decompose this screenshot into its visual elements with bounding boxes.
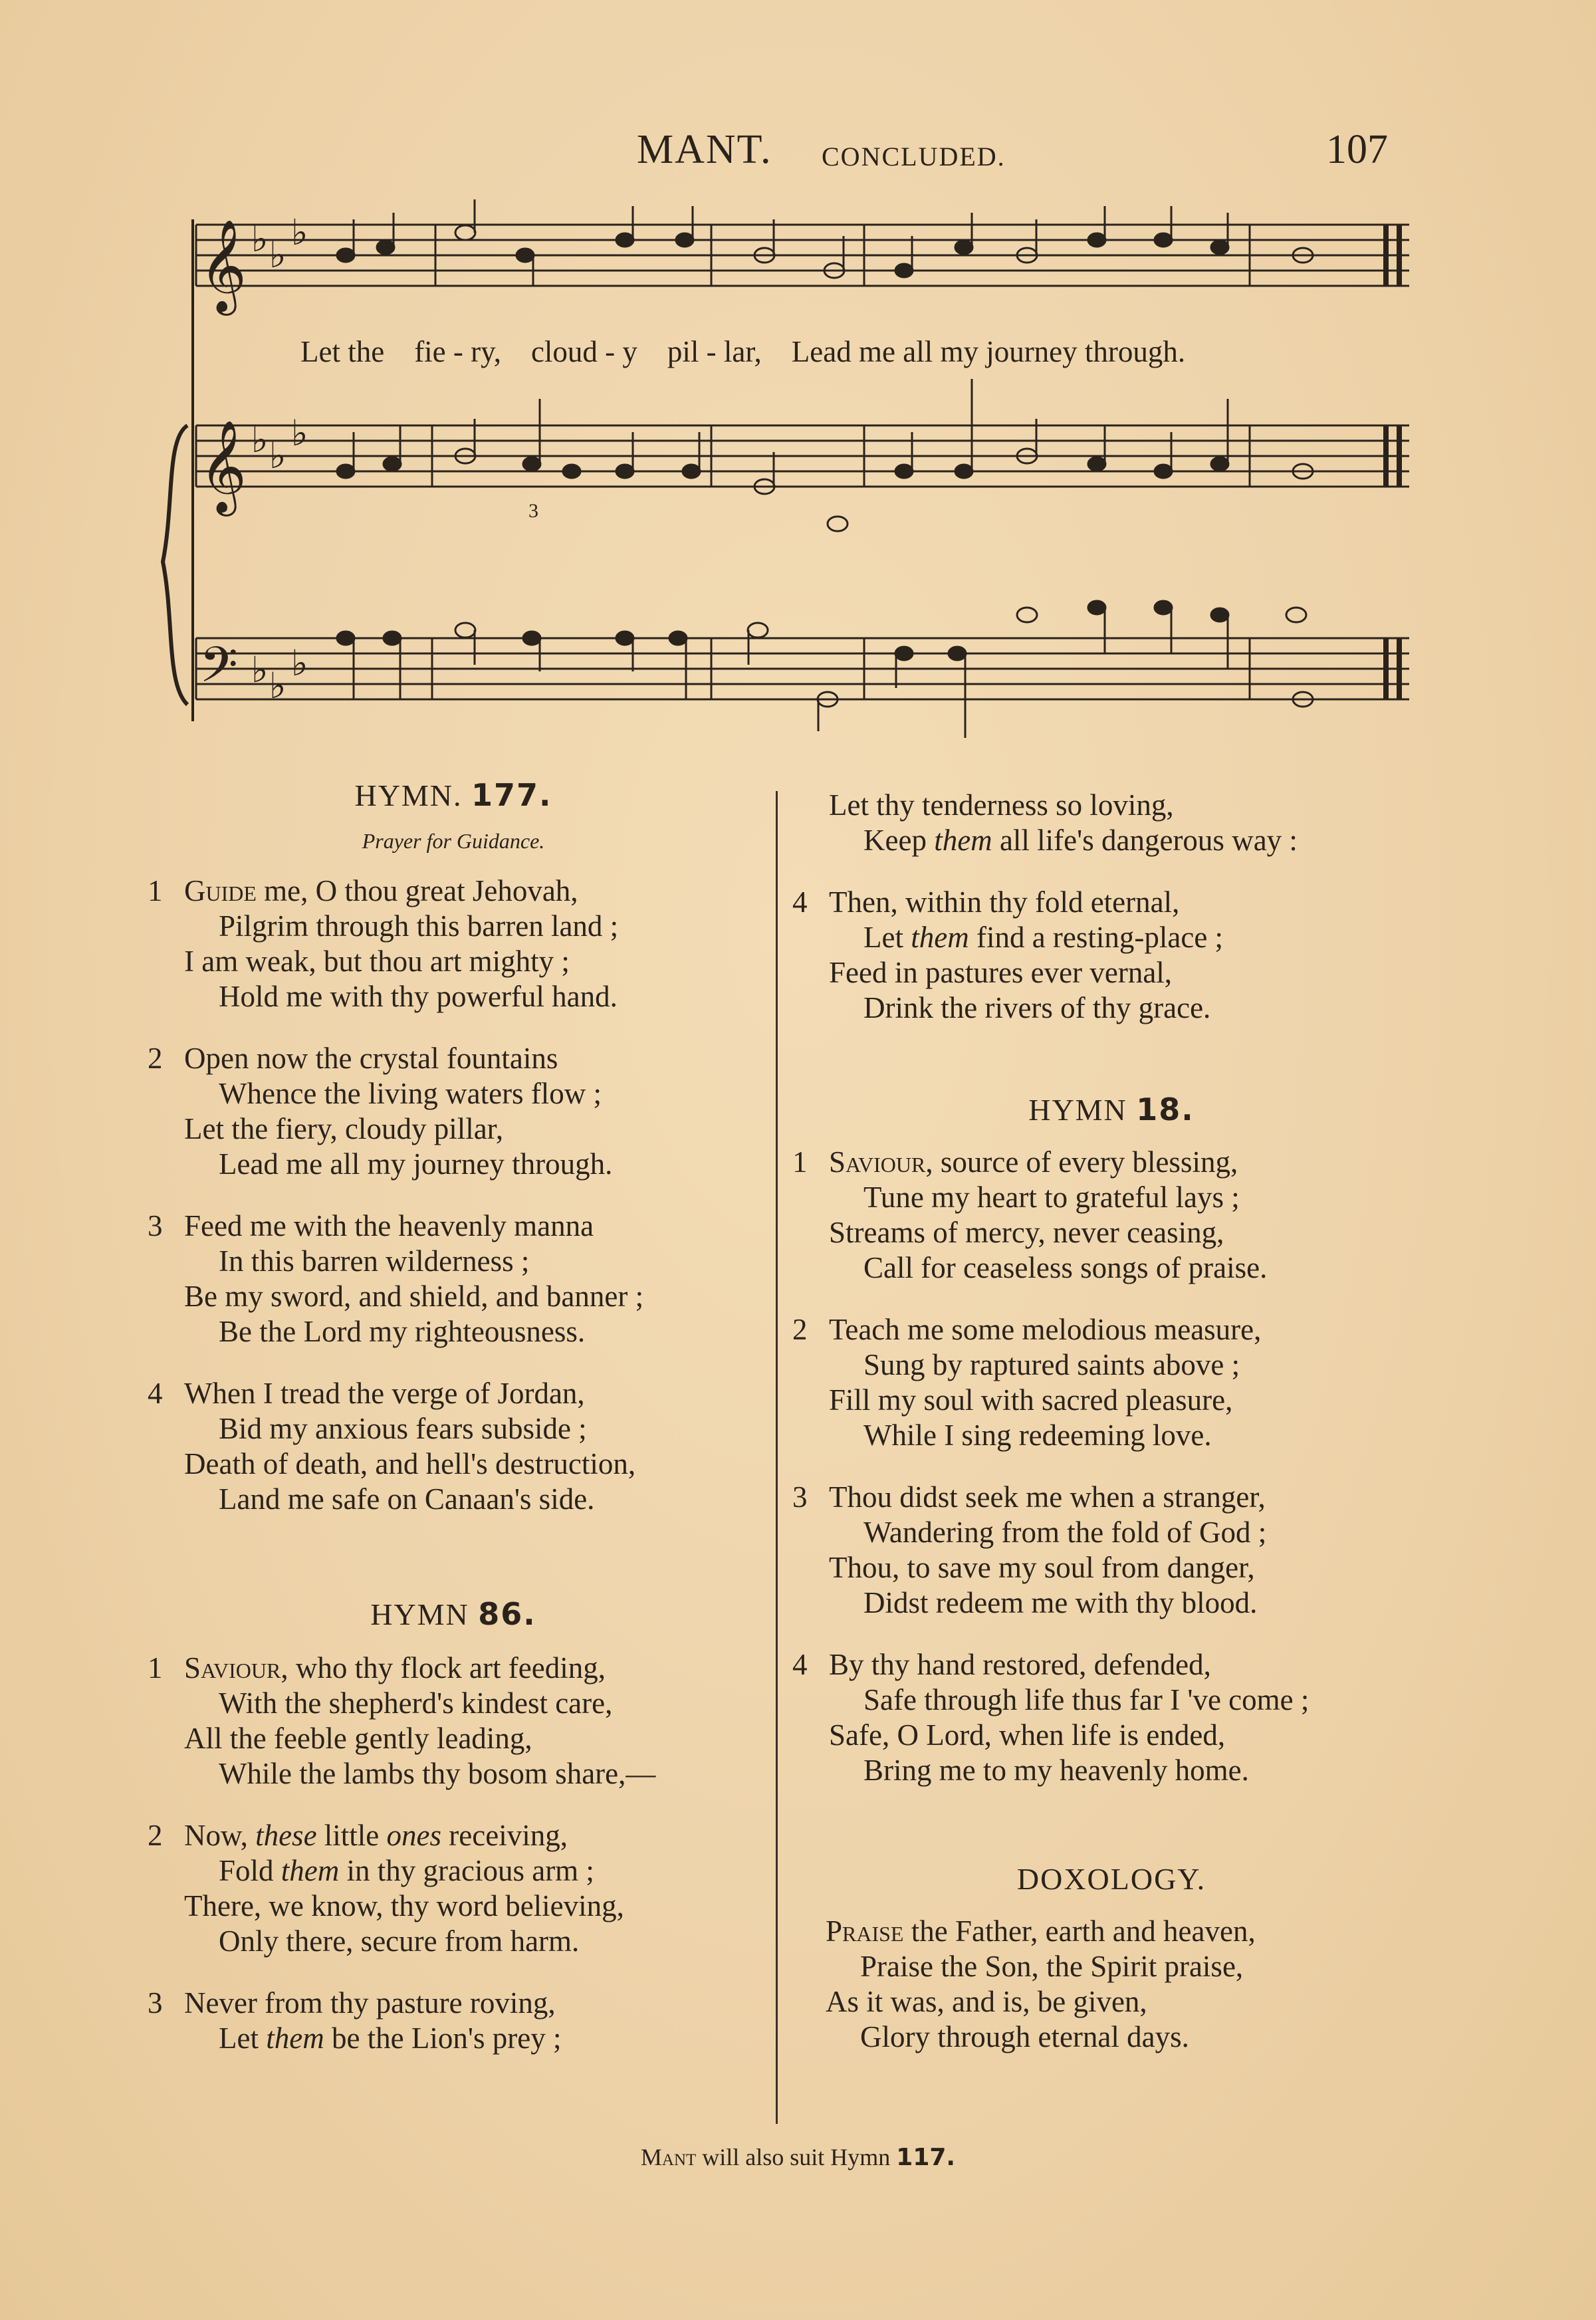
svg-text:♭: ♭: [269, 435, 286, 477]
music-lyrics: Let the fie - ry, cloud - y pil - lar, Lead me all my journey through.: [300, 335, 1186, 368]
svg-text:♭: ♭: [291, 642, 308, 684]
hymn-86-stanza-3-continued: Let thy tenderness so loving, Keep them all life's dangerous way :: [829, 788, 1298, 857]
treble-clef-icon: 𝄞: [199, 420, 247, 513]
hymn-86-stanza-4: 4 Then, within thy fold eternal, Let them find a resting-place ; Feed in pastures ever vernal, Drink the rivers of thy grace.: [792, 885, 1224, 1024]
hymn-86-stanza-3: 3 Never from thy pasture roving, Let them be the Lion's prey ;: [148, 1986, 562, 2055]
hymn-18-heading: HYMN 18.: [1028, 1092, 1195, 1127]
svg-text:♭: ♭: [251, 218, 269, 260]
right-column: [792, 788, 1430, 2081]
hymn-18-stanza-3: 3 Thou didst seek me when a stranger, Wandering from the fold of God ; Thou, to save my soul from danger, Didst redeem me with thy blood.: [792, 1480, 1267, 1619]
page-number: 107: [1326, 127, 1388, 172]
svg-text:♭: ♭: [251, 419, 269, 461]
footer-note: Mant will also suit Hymn 117.: [640, 2144, 956, 2171]
left-column: [148, 778, 759, 2083]
hymn-177-stanza-4: 4 When I tread the verge of Jordan, Bid my anxious fears subside ; Death of death, and hell's destruction, Land me safe on Canaan's side.: [148, 1377, 636, 1516]
triplet-mark: 3: [528, 500, 538, 522]
music-score: [0, 0, 1596, 745]
hymn-177-stanza-3: 3 Feed me with the heavenly manna In this barren wilderness ; Be my sword, and shield, and banner ; Be the Lord my righteousness.: [148, 1209, 644, 1348]
hymn-18-stanza-2: 2 Teach me some melodious measure, Sung by raptured saints above ; Fill my soul with sacred pleasure, While I sing redeeming love.: [792, 1313, 1262, 1452]
hymn-86-stanza-1: 1 Saviour, who thy flock art feeding, With the shepherd's kindest care, All the feeble gently leading, While the lambs thy bosom share,—: [148, 1651, 656, 1790]
treble-clef-icon: 𝄞: [199, 219, 247, 312]
svg-text:♭: ♭: [291, 412, 308, 454]
doxology-stanza: Praise the Father, earth and heaven, Praise the Son, the Spirit praise, As it was, and is, be given, Glory through eternal days.: [826, 1914, 1256, 2053]
hymn-177-heading: HYMN. 177.: [354, 777, 552, 813]
svg-text:♭: ♭: [251, 649, 269, 691]
column-divider: [776, 791, 778, 2124]
bass-clef-icon: 𝄢: [199, 636, 238, 706]
hymn-86-heading: HYMN 86.: [370, 1596, 536, 1632]
tune-title: MANT.: [637, 127, 772, 172]
tune-subtitle: CONCLUDED.: [822, 142, 1006, 172]
doxology-heading: DOXOLOGY.: [1016, 1862, 1206, 1896]
hymn-18-stanza-1: 1 Saviour, source of every blessing, Tune my heart to grateful lays ; Streams of mercy, never ceasing, Call for ceaseless songs of praise.: [792, 1145, 1268, 1284]
svg-text:♭: ♭: [269, 234, 286, 276]
svg-text:♭: ♭: [269, 665, 286, 707]
svg-text:♭: ♭: [291, 211, 308, 253]
hymn-18-stanza-4: 4 By thy hand restored, defended, Safe through life thus far I 've come ; Safe, O Lord, when life is ended, Bring me to my heavenly home.: [792, 1648, 1310, 1787]
hymn-86-stanza-2: 2 Now, these little ones receiving, Fold them in thy gracious arm ; There, we know, thy word believing, Only there, secure from harm.: [148, 1819, 624, 1958]
hymn-177-stanza-1: 1 Guide me, O thou great Jehovah, Pilgrim through this barren land ; I am weak, but thou art mighty ; Hold me with thy powerful hand.: [148, 874, 619, 1013]
hymn-177-stanza-2: 2 Open now the crystal fountains Whence the living waters flow ; Let the fiery, cloudy pillar, Lead me all my journey through.: [148, 1042, 613, 1181]
hymn-177-subtitle: Prayer for Guidance.: [362, 829, 545, 853]
